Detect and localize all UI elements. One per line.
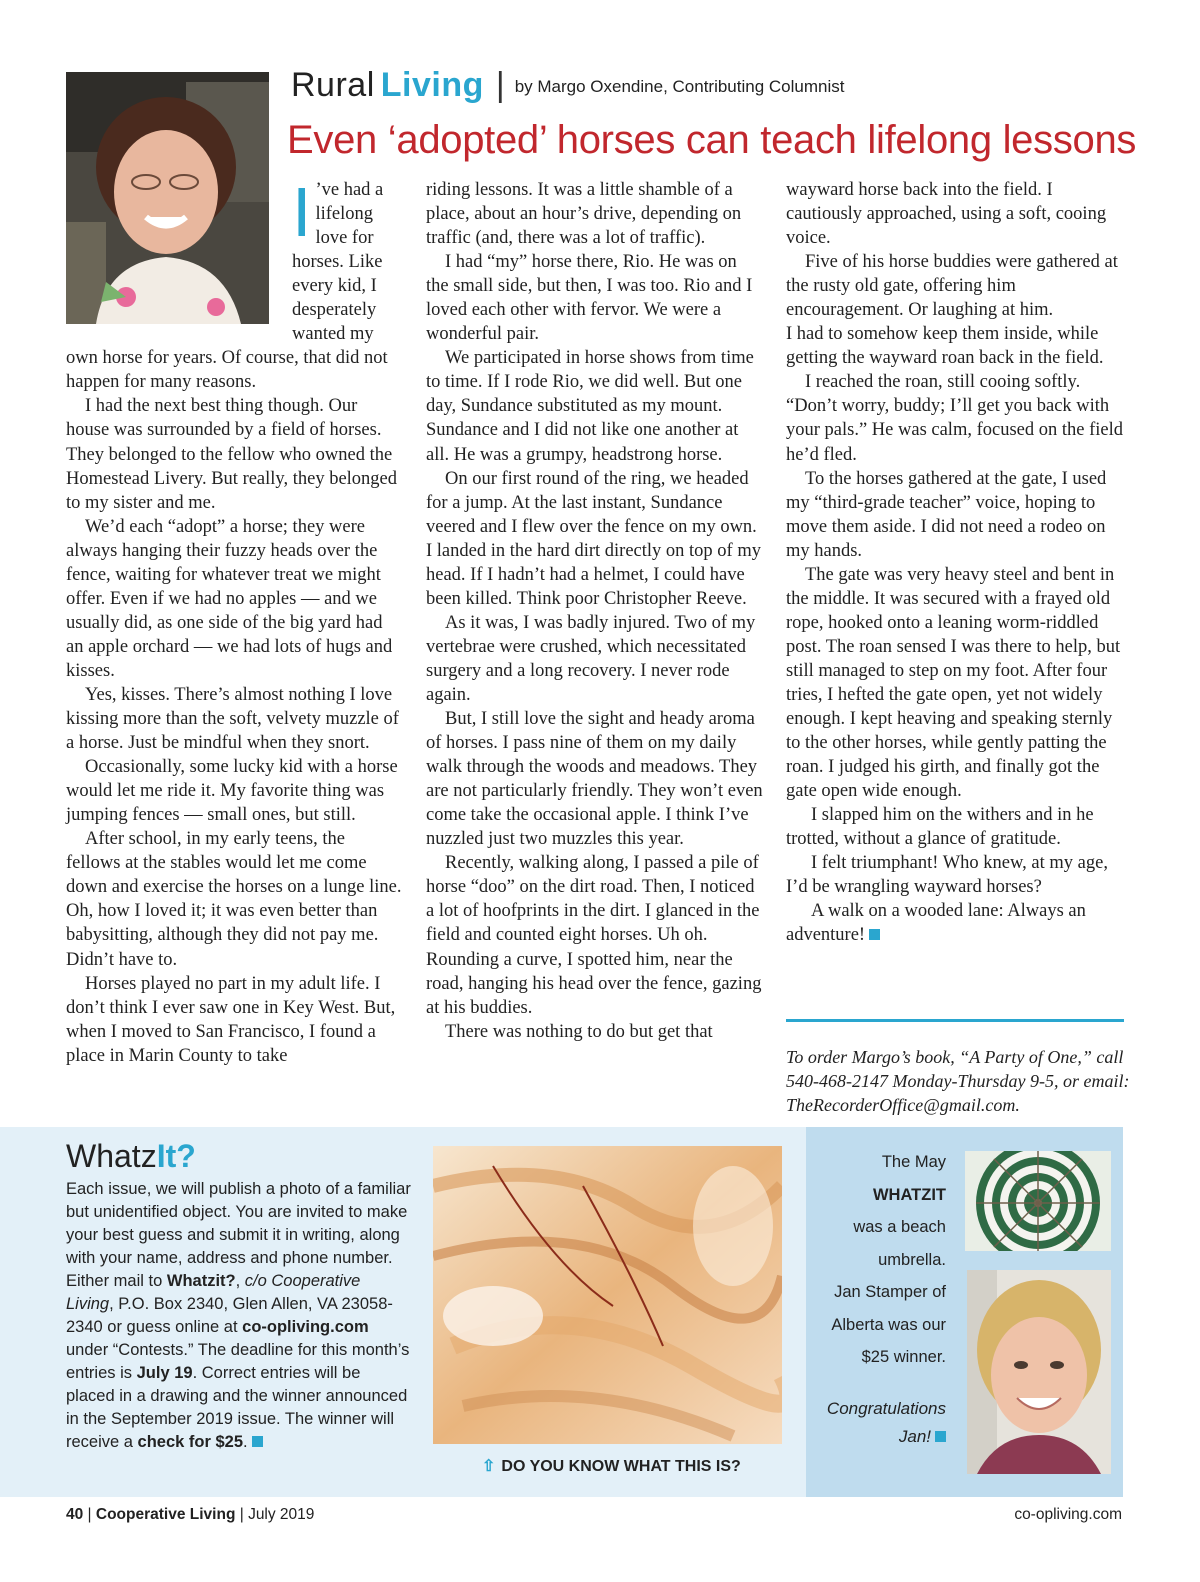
article-column-1 (66, 173, 403, 1068)
text-run: . (243, 1433, 248, 1451)
text-run: , (235, 1272, 245, 1290)
book-order-note: To order Margo’s book, “A Party of One,” call 540-468-2147 Monday-Thursday 9-5, or email: TheRecorderOffice@gmail.com. (786, 1047, 1130, 1115)
arrow-up-icon: ⇧ (482, 1458, 496, 1475)
section-title-rural: Rural (291, 66, 375, 104)
whatzit-caption (482, 1456, 741, 1476)
paragraph: Yes, kisses. There’s almost nothing I love kissing more than the soft, velvety muzzle of a horse. Just be mindful when they snort. (66, 684, 399, 754)
paragraph: I felt triumphant! Who knew, at my age, I’d be wrangling wayward horses? (786, 853, 1108, 898)
divider-rule (786, 1019, 1124, 1022)
article-headline: Even ‘adopted’ horses can teach lifelong lessons (287, 118, 1137, 162)
winner-line-bold: WHATZIT (872, 1185, 946, 1204)
issue-date: July 2019 (248, 1506, 315, 1523)
congrats-line: Congratulations (826, 1399, 946, 1418)
paragraph: The gate was very heavy steel and bent in the middle. It was secured with a frayed old rope, hooked onto a leaning worm-riddled post. The roan sensed I was there to help, but still managed to step on my foot. After four tries, I hefted the gate open, yet not widely enough. I kept heaving and speaking sternly to the other horses, while gently patting the roan. I judged his girth, and finally got the gate open wide enough. (786, 564, 1121, 802)
paragraph: On our first round of the ring, we headed for a jump. At the last instant, Sundance veered and I flew over the fence on my own. I landed in the hard dirt directly on top of my head. If I hadn’t had a helmet, I could have been killed. Think poor Christopher Reeve. (426, 468, 761, 609)
section-separator: | (495, 66, 505, 104)
paragraph: Occasionally, some lucky kid with a horse would let me ride it. My favorite thing was jumping fences — small ones, but still. (66, 757, 398, 826)
congrats-line: Jan! (898, 1427, 931, 1446)
winner-line: The May (881, 1153, 946, 1171)
whatzit-title (66, 1138, 196, 1175)
paragraph: After school, in my early teens, the fellows at the stables would let me come down and exercise the horses on a lunge line. Oh, how I loved it; it was even better than babysitting, although they did not pay me. Didn’t have to. (66, 829, 402, 970)
text-run: , P.O. Box 2340, Glen Allen, VA 23058-2340 or guess online at (66, 1295, 393, 1336)
winner-announcement (806, 1146, 946, 1374)
section-title-living: Living (380, 66, 484, 104)
deadline-text: July 19 (136, 1364, 193, 1382)
paragraph-final (786, 899, 1126, 947)
winner-congrats (806, 1395, 946, 1451)
whatzit-title-part1: Whatz (66, 1138, 157, 1174)
website-text: co-opliving.com (242, 1318, 369, 1336)
paragraph: But, I still love the sight and heady aroma of horses. I pass nine of them on my daily walk through the woods and meadows. They are not particularly friendly. They won’t even come take the occasional apple. I think I’ve nuzzled just two muzzles this year. (426, 709, 763, 850)
text-run-italic: c/o Cooperative Living (66, 1272, 361, 1313)
text-run: under “Contests.” The deadline for this month’s entries is (66, 1341, 410, 1382)
end-mark-icon (935, 1431, 946, 1442)
text-run: . Correct entries will be placed in a drawing and the winner announced in the September 2019 issue. The winner will receive a (66, 1364, 408, 1451)
paragraph: I slapped him on the withers and in he trotted, without a glance of gratitude. (786, 805, 1094, 850)
byline: by Margo Oxendine, Contributing Columnist (514, 77, 845, 96)
paragraph: I reached the roan, still cooing softly. “Don’t worry, buddy; I’ll get you back with your pals.” He was calm, focused on the field he’d fled. (786, 372, 1124, 465)
text-run-bold: Whatzit? (166, 1272, 236, 1290)
beach-umbrella-photo (965, 1151, 1111, 1251)
paragraph: To the horses gathered at the gate, I used my “third-grade teacher” voice, hoping to move them aside. I did not need a rodeo on my hands. (786, 468, 1107, 561)
prize-text: check for $25 (137, 1433, 244, 1451)
winner-line: umbrella. (878, 1250, 946, 1269)
winner-line: Alberta was our (831, 1315, 946, 1334)
paragraph: I had “my” horse there, Rio. He was on the small side, but then, I was too. Rio and I loved each other with fervor. We were a wonderful pair. (426, 252, 753, 345)
paragraph: wayward horse back into the field. I cautiously approached, using a soft, cooing voice. (786, 180, 1107, 249)
final-text: A walk on a wooded lane: Always an adventure! (786, 901, 1086, 946)
text-run: Each issue, we will publish a photo of a familiar but unidentified object. You are invited to make your best guess and submit it in writing, along with your name, address and phone number. Either mail to (66, 1180, 411, 1290)
mystery-object-photo (433, 1146, 782, 1444)
winner-line: was a beach (853, 1218, 946, 1236)
paragraph: Five of his horse buddies were gathered at the rusty old gate, offering him encouragement. Or laughing at him. (786, 252, 1118, 321)
article-column-3 (786, 178, 1126, 948)
whatzit-title-part2: It? (156, 1138, 196, 1174)
paragraph: I had to somehow keep them inside, while getting the wayward roan back in the field. (786, 324, 1104, 369)
paragraph: ’ve had a lifelong love for horses. Like every kid, I desperately wanted my own horse for years. Of course, that did not happen for many reasons. (66, 180, 388, 393)
caption-text: DO YOU KNOW WHAT THIS IS? (501, 1458, 741, 1475)
footer-left: 40 | Cooperative Living | July 2019 (66, 1506, 315, 1523)
winner-line: Jan Stamper of (834, 1283, 946, 1301)
section-header (291, 66, 844, 110)
paragraph: We’d each “adopt” a horse; they were always hanging their fuzzy heads over the fence, waiting for whatever treat we might offer. Even if we had no apples — and we usually did, as one side of the big yard had an apple orchard — we had lots of hugs and kisses. (66, 516, 393, 681)
paragraph: I had the next best thing though. Our house was surrounded by a field of horses. They belonged to the fellow who owned the Homestead Livery. But really, they belonged to my sister and me. (66, 396, 398, 513)
winner-photo (967, 1270, 1111, 1474)
photo-wrap-spacer (66, 178, 292, 346)
paragraph: Horses played no part in my adult life. I don’t think I ever saw one in Key West. But, when I moved to San Francisco, I found a place in Marin County to take (66, 973, 396, 1066)
whatzit-instructions (66, 1178, 411, 1454)
drop-cap: I (292, 173, 312, 251)
paragraph: As it was, I was badly injured. Two of my vertebrae were crushed, which necessitated surgery and a long recovery. I never rode again. (426, 612, 756, 705)
paragraph: There was nothing to do but get that (445, 1021, 713, 1042)
end-mark-icon (869, 929, 880, 940)
article-column-2 (426, 178, 764, 1044)
paragraph: Recently, walking along, I passed a pile of horse “doo” on the dirt road. Then, I noticed a lot of hoofprints in the dirt. I glanced in the field and counted eight horses. Uh oh. Rounding a curve, I spotted him, near the road, hanging his head over the fence, gazing at his buddies. (426, 853, 762, 1018)
publication-name: Cooperative Living (95, 1506, 236, 1523)
winner-line: $25 winner. (861, 1348, 946, 1366)
page-number: 40 (66, 1506, 84, 1523)
paragraph: We participated in horse shows from time to time. If I rode Rio, we did well. But one day, Sundance substituted as my mount. Sundance and I did not like one another at all. He was a grumpy, headstrong horse. (426, 348, 754, 465)
paragraph: riding lessons. It was a little shamble of a place, about an hour’s drive, depending on traffic (and, there was a lot of traffic). (426, 180, 742, 249)
end-mark-icon (252, 1436, 263, 1447)
footer-website[interactable]: co-opliving.com (1014, 1506, 1122, 1523)
